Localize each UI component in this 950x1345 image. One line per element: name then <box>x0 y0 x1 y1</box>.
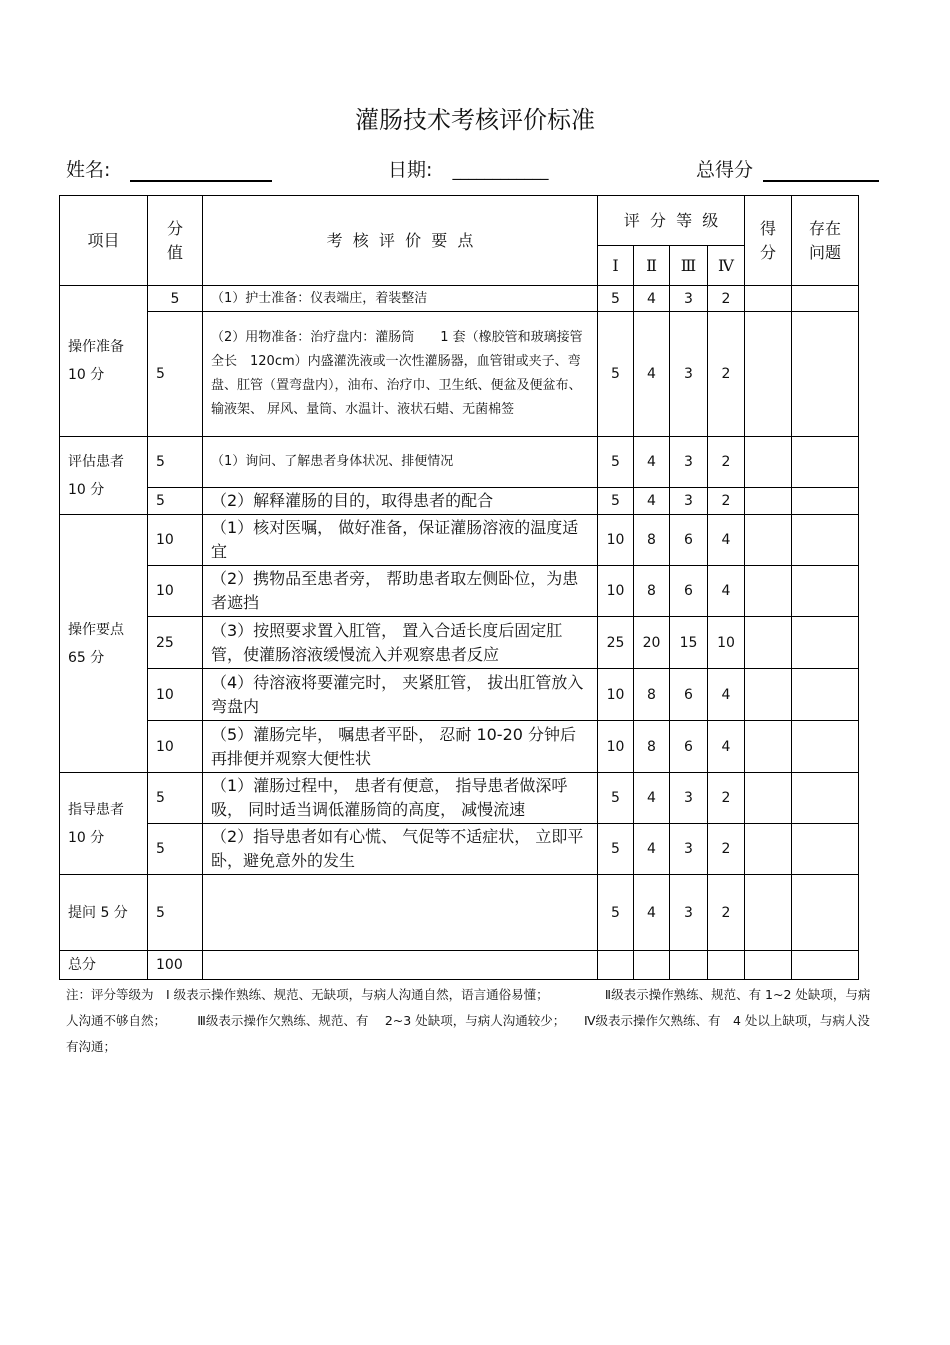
grade-2: 4 <box>634 286 670 312</box>
grade-2: 8 <box>634 566 670 617</box>
obtained-score-cell[interactable] <box>745 437 792 488</box>
grade-3: 3 <box>670 286 708 312</box>
grade-2: 4 <box>634 824 670 875</box>
name-blank-line[interactable] <box>130 162 272 182</box>
grade-4: 2 <box>708 488 745 515</box>
grade-1: 10 <box>598 515 634 566</box>
problem-cell[interactable] <box>792 773 859 824</box>
table-row <box>60 824 859 875</box>
grade-level-1: Ⅰ <box>598 246 634 286</box>
date-field <box>388 155 548 182</box>
score-value: 10 <box>148 566 203 617</box>
grade-3: 6 <box>670 515 708 566</box>
name-label: 姓名: <box>66 159 111 181</box>
assessment-point: （2）解释灌肠的目的，取得患者的配合 <box>203 488 598 515</box>
score-value: 10 <box>148 721 203 773</box>
table-row <box>60 773 859 824</box>
grade-2: 8 <box>634 515 670 566</box>
grade-3: 3 <box>670 437 708 488</box>
obtained-score-cell[interactable] <box>745 721 792 773</box>
header-item: 项目 <box>60 196 148 286</box>
score-value: 100 <box>148 951 203 980</box>
grade-1: 5 <box>598 875 634 951</box>
total-score-field <box>696 155 879 182</box>
grade-level-3: Ⅲ <box>670 246 708 286</box>
total-row <box>60 951 859 980</box>
grade-1: 5 <box>598 824 634 875</box>
grade-4: 4 <box>708 515 745 566</box>
grade-1: 10 <box>598 721 634 773</box>
table-row <box>60 437 859 488</box>
score-value: 5 <box>148 312 203 437</box>
grade-4: 4 <box>708 566 745 617</box>
grade-2 <box>634 951 670 980</box>
obtained-score-cell[interactable] <box>745 566 792 617</box>
grade-3: 3 <box>670 488 708 515</box>
score-value: 5 <box>148 437 203 488</box>
header-obtained-score: 得 分 <box>745 196 792 286</box>
problem-cell[interactable] <box>792 437 859 488</box>
total-score-label: 总得分 <box>696 159 754 181</box>
problem-cell[interactable] <box>792 617 859 669</box>
grade-3: 3 <box>670 312 708 437</box>
score-value: 10 <box>148 515 203 566</box>
problem-cell[interactable] <box>792 286 859 312</box>
table-row <box>60 286 859 312</box>
score-value: 10 <box>148 669 203 721</box>
grade-3: 3 <box>670 773 708 824</box>
category-guide: 指导患者 10 分 <box>60 773 148 875</box>
assessment-point: （1）询问、了解患者身体状况、排便情况 <box>203 437 598 488</box>
problem-cell[interactable] <box>792 488 859 515</box>
assessment-point: （1）核对医嘱， 做好准备，保证灌肠溶液的温度适宜 <box>203 515 598 566</box>
score-value: 5 <box>148 488 203 515</box>
obtained-score-cell[interactable] <box>745 515 792 566</box>
score-value: 5 <box>148 286 203 312</box>
assessment-point <box>203 951 598 980</box>
score-value: 5 <box>148 824 203 875</box>
grade-2: 4 <box>634 875 670 951</box>
category-prep: 操作准备 10 分 <box>60 286 148 437</box>
grade-4: 2 <box>708 773 745 824</box>
grade-4: 2 <box>708 286 745 312</box>
grade-1: 5 <box>598 437 634 488</box>
problem-cell[interactable] <box>792 312 859 437</box>
obtained-score-cell[interactable] <box>745 488 792 515</box>
table-row <box>60 312 859 437</box>
obtained-score-cell[interactable] <box>745 312 792 437</box>
grade-2: 4 <box>634 312 670 437</box>
header-grade: 评 分 等 级 <box>598 196 745 246</box>
score-value: 25 <box>148 617 203 669</box>
grade-3: 3 <box>670 875 708 951</box>
category-question: 提问 5 分 <box>60 875 148 951</box>
grade-2: 4 <box>634 437 670 488</box>
obtained-score-cell[interactable] <box>745 951 792 980</box>
problem-cell[interactable] <box>792 875 859 951</box>
obtained-score-cell[interactable] <box>745 824 792 875</box>
obtained-score-cell[interactable] <box>745 773 792 824</box>
assessment-table <box>59 195 859 980</box>
date-blank[interactable]: ____________ <box>452 161 549 180</box>
grade-3: 6 <box>670 566 708 617</box>
table-row <box>60 721 859 773</box>
grade-4 <box>708 951 745 980</box>
assessment-point <box>203 875 598 951</box>
assessment-point: （3）按照要求置入肛管， 置入合适长度后固定肛管，使灌肠溶液缓慢流入并观察患者反应 <box>203 617 598 669</box>
header-problems: 存在 问题 <box>792 196 859 286</box>
grade-3: 3 <box>670 824 708 875</box>
table-row <box>60 488 859 515</box>
assessment-point: （2）指导患者如有心慌、 气促等不适症状， 立即平卧，避免意外的发生 <box>203 824 598 875</box>
grade-1: 10 <box>598 669 634 721</box>
grade-1: 5 <box>598 488 634 515</box>
problem-cell[interactable] <box>792 824 859 875</box>
problem-cell[interactable] <box>792 515 859 566</box>
category-total: 总分 <box>60 951 148 980</box>
grade-2: 4 <box>634 488 670 515</box>
grade-1: 25 <box>598 617 634 669</box>
table-row <box>60 669 859 721</box>
grade-3 <box>670 951 708 980</box>
grade-4: 2 <box>708 312 745 437</box>
problem-cell[interactable] <box>792 566 859 617</box>
grade-2: 8 <box>634 721 670 773</box>
grade-3: 6 <box>670 669 708 721</box>
score-value: 5 <box>148 773 203 824</box>
table-row <box>60 566 859 617</box>
assessment-point: （2）用物准备：治疗盘内：灌肠筒 1 套（橡胶管和玻璃接管全长 120cm）内盛灌洗液或一次性灌肠器，血管钳或夹子、弯盘、肛管（置弯盘内），油布、治疗巾、卫生纸、便盆及便盆布、 输液架、 屏风、量筒、水温计、液状石蜡、无菌棉签 <box>203 312 598 437</box>
obtained-score-cell[interactable] <box>745 875 792 951</box>
grade-1: 5 <box>598 773 634 824</box>
header-score-value: 分 值 <box>148 196 203 286</box>
score-value: 5 <box>148 875 203 951</box>
assessment-point: （1）护士准备：仪表端庄，着装整洁 <box>203 286 598 312</box>
table-row <box>60 875 859 951</box>
grade-4: 2 <box>708 875 745 951</box>
grade-1: 10 <box>598 566 634 617</box>
grade-level-4: Ⅳ <box>708 246 745 286</box>
grade-1: 5 <box>598 312 634 437</box>
header-row-1 <box>60 196 859 246</box>
assessment-point: （5）灌肠完毕， 嘱患者平卧， 忍耐 10-20 分钟后再排便并观察大便性状 <box>203 721 598 773</box>
problem-cell[interactable] <box>792 951 859 980</box>
grade-4: 4 <box>708 669 745 721</box>
category-key-points: 操作要点 65 分 <box>60 515 148 773</box>
grade-3: 15 <box>670 617 708 669</box>
assessment-point: （1）灌肠过程中， 患者有便意， 指导患者做深呼吸， 同时适当调低灌肠筒的高度， 减慢流速 <box>203 773 598 824</box>
grade-4: 2 <box>708 437 745 488</box>
grade-4: 2 <box>708 824 745 875</box>
assessment-point: （4）待溶液将要灌完时， 夹紧肛管， 拔出肛管放入弯盘内 <box>203 669 598 721</box>
obtained-score-cell[interactable] <box>745 669 792 721</box>
grade-3: 6 <box>670 721 708 773</box>
grade-4: 4 <box>708 721 745 773</box>
grade-2: 4 <box>634 773 670 824</box>
obtained-score-cell[interactable] <box>745 617 792 669</box>
grade-level-2: Ⅱ <box>634 246 670 286</box>
grade-4: 10 <box>708 617 745 669</box>
grading-note: 注：评分等级为 Ⅰ 级表示操作熟练、规范、无缺项，与病人沟通自然，语言通俗易懂； Ⅱ级表示操作熟练、规范、有 1~2 处缺项，与病人沟通不够自然； Ⅲ级表示操作欠熟练、规范、有 2~3 处缺项，与病人沟通较少； Ⅳ级表示操作欠熟练、有 4 处以上缺项，与病人没有沟通； <box>66 987 871 1054</box>
problem-cell[interactable] <box>792 669 859 721</box>
grade-2: 8 <box>634 669 670 721</box>
problem-cell[interactable] <box>792 721 859 773</box>
table-row <box>60 617 859 669</box>
total-score-blank-line[interactable] <box>763 162 879 182</box>
obtained-score-cell[interactable] <box>745 286 792 312</box>
date-label: 日期: <box>388 159 433 181</box>
name-field <box>66 155 272 182</box>
assessment-point: （2）携物品至患者旁， 帮助患者取左侧卧位，为患者遮挡 <box>203 566 598 617</box>
header-assessment-points: 考 核 评 价 要 点 <box>203 196 598 286</box>
grade-1 <box>598 951 634 980</box>
grade-2: 20 <box>634 617 670 669</box>
category-assess: 评估患者 10 分 <box>60 437 148 515</box>
table-row <box>60 515 859 566</box>
grade-1: 5 <box>598 286 634 312</box>
page-title: 灌肠技术考核评价标准 <box>355 106 595 134</box>
